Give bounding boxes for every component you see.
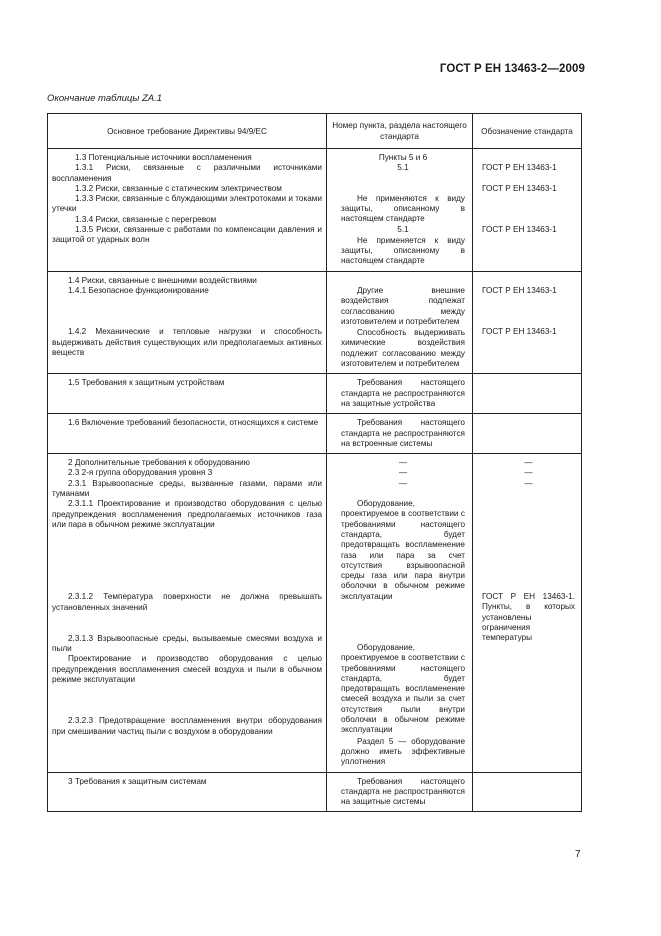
standard-text: —: [524, 468, 533, 478]
clause-text: Требования настоящего стандарта не распространяются на защитные системы: [341, 776, 465, 807]
standard-cell: [473, 149, 582, 272]
clause-text: Пункты 5 и 6: [378, 153, 428, 162]
requirement-text: 2.3.1.2 Температура поверхности не должна превышать установленных значений: [52, 592, 322, 612]
requirement-text: 2.3.1 Взрывоопасные среды, вызванные газами, парами или туманами: [52, 478, 322, 499]
clause-text: —: [398, 478, 408, 488]
requirement-text: 2.3 2-я группа оборудования уровня 3: [68, 468, 213, 478]
table-caption: Окончание таблицы ZA.1: [47, 93, 163, 104]
clause-cell: [327, 454, 473, 772]
table-header-row: [48, 114, 582, 149]
table-row: [48, 772, 582, 812]
requirement-cell: [48, 374, 327, 414]
clause-text: Требования настоящего стандарта не распространяются на защитные устройства: [341, 378, 465, 408]
standard-cell: [473, 374, 582, 414]
requirement-text: 1.6 Включение требований безопасности, относящихся к системе: [68, 418, 319, 428]
clause-text: 5.1: [397, 225, 409, 235]
requirement-text: 3 Требования к защитным системам: [68, 776, 207, 786]
clause-text: 5.1: [397, 163, 409, 173]
requirement-cell: [48, 149, 327, 272]
requirement-text: Проектирование и производство оборудования с целью предупреждения воспламенения смесей воздуха и пыли в обычном режиме эксплуатации: [52, 654, 322, 684]
table-row: [48, 271, 582, 374]
clause-text: Раздел 5 — оборудование должно иметь эффективные уплотнения: [341, 736, 465, 767]
requirement-text: 1.3.1 Риски, связанные с различными источниками воспламенения: [52, 163, 322, 183]
standard-cell: [473, 454, 582, 772]
clause-cell: [327, 149, 473, 272]
standard-text: ГОСТ Р ЕН 13463-1: [482, 327, 557, 337]
clause-text: Оборудование, проектируемое в соответствии с требованиями настоящего стандарта, будет предотвращать воспламенение газа или пара за счет отсутствия взрывоопасной среды газа или пара внутри оболочки в обычном режиме эксплуатации: [341, 499, 465, 601]
table-row: [48, 149, 582, 272]
requirement-text: 1.3.2 Риски, связанные с статическим электричеством: [75, 183, 282, 193]
clause-text: —: [398, 468, 408, 478]
standard-cell: [473, 772, 582, 812]
requirement-cell: [48, 454, 327, 772]
clause-cell: [327, 414, 473, 454]
table-row: [48, 374, 582, 414]
requirement-cell: [48, 414, 327, 454]
standard-cell: [473, 271, 582, 374]
standard-text: ГОСТ Р ЕН 13463-1: [482, 163, 557, 173]
requirement-text: 1.3.3 Риски, связанные с блуждающими электротоками и токами утечки: [52, 194, 322, 214]
requirement-text: 2 Дополнительные требования к оборудованию: [68, 458, 250, 468]
header-directive-requirement: Основное требование Директивы 94/9/ЕС: [48, 114, 327, 149]
requirement-text: 2.3.1.1 Проектирование и производство оборудования с целью предупреждения воспламенения предполагаемых источников газа или пара в обычном режиме эксплуатации: [52, 499, 322, 529]
clause-text: —: [398, 458, 408, 468]
header-standard-designation: Обозначение стандарта: [473, 114, 582, 149]
clause-text: Другие внешние воздействия подлежат согласованию между изготовителем и потребителем: [341, 285, 465, 326]
requirement-text: 1.3 Потенциальные источники воспламенения: [75, 153, 252, 162]
standard-text: ГОСТ Р ЕН 13463-1. Пункты, в которых установлены ограничения температуры: [482, 592, 575, 643]
requirement-cell: [48, 271, 327, 374]
requirement-text: 2.3.1.3 Взрывоопасные среды, вызываемые смесями воздуха и пыли: [52, 633, 322, 654]
requirement-text: 1.3.4 Риски, связанные с перегревом: [75, 214, 217, 224]
clause-text: Не применяются к виду защиты, описанному в настоящем стандарте: [341, 193, 465, 224]
standard-text: ГОСТ Р ЕН 13463-1: [482, 183, 557, 193]
document-code: ГОСТ Р ЕН 13463-2—2009: [439, 63, 585, 75]
clause-text: Требования настоящего стандарта не распространяются на встроенные системы: [341, 418, 465, 448]
standard-text: ГОСТ Р ЕН 13463-1: [482, 285, 557, 295]
requirements-table: [47, 113, 582, 812]
requirement-cell: [48, 772, 327, 812]
standard-text: —: [524, 458, 533, 468]
requirement-text: 1.3.5 Риски, связанные с работами по компенсации давления и защитой от ударных волн: [52, 225, 322, 245]
clause-text: Способность выдерживать химические воздействия подлежит согласованию между изготовителем и потребителем: [341, 328, 465, 369]
clause-cell: [327, 374, 473, 414]
table-row: [48, 454, 582, 772]
clause-cell: [327, 772, 473, 812]
requirement-text: 1.4 Риски, связанные с внешними воздействиями: [68, 275, 257, 285]
standard-text-blank: [482, 153, 575, 163]
header-clause-number: Номер пункта, раздела настоящего стандарта: [327, 114, 473, 149]
standard-text-blank: [482, 276, 575, 286]
clause-text-blank: [341, 276, 465, 286]
requirement-text: 1.5 Требования к защитным устройствам: [68, 378, 225, 388]
requirement-text: 1.4.2 Механические и тепловые нагрузки и способность выдерживать действия существующих или предполагаемых активных веществ: [52, 327, 322, 357]
requirement-text: 2.3.2.3 Предотвращение воспламенения внутри оборудования при смешивании частиц пыли с воздухом в оборудовании: [52, 716, 322, 736]
standard-text: ГОСТ Р ЕН 13463-1: [482, 224, 557, 234]
clause-text: Не применяется к виду защиты, описанному в настоящем стандарте: [341, 235, 465, 266]
requirement-text: 1.4.1 Безопасное функционирование: [68, 285, 209, 295]
standard-cell: [473, 414, 582, 454]
table-row: [48, 414, 582, 454]
page-number: 7: [575, 849, 581, 860]
clause-text: Оборудование, проектируемое в соответствии с требованиями настоящего стандарта, будет предотвращать воспламенение смесей воздуха и пыли за счет отсутствия пыли внутри оболочки в обычном режиме эксплуатации: [341, 642, 465, 735]
clause-cell: [327, 271, 473, 374]
standard-text: —: [524, 478, 533, 488]
